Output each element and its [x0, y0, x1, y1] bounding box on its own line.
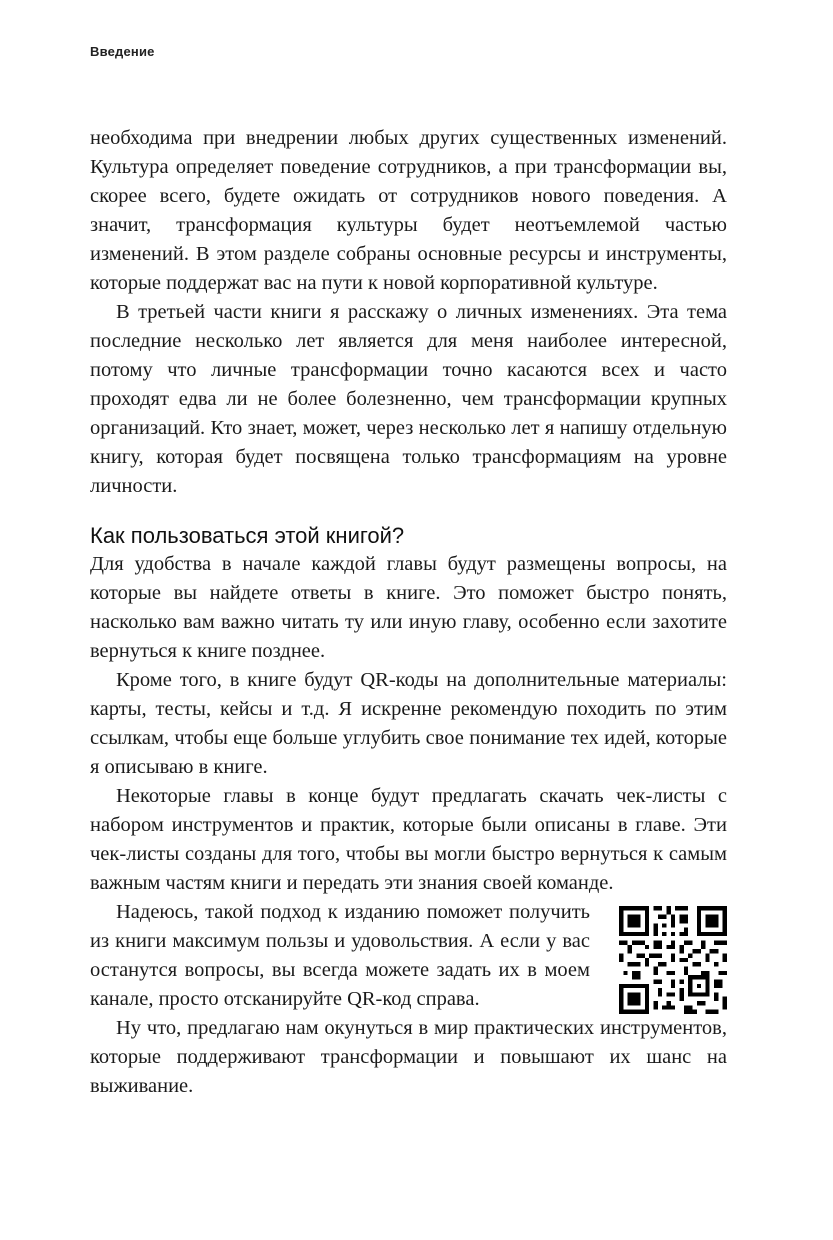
paragraph-checklists: Некоторые главы в конце будут предлагать скачать чек-листы с набором инструментов и практик, которые были описаны в главе. Эти чек-листы созданы для того, чтобы вы могли быстро вернуться к самым важным частям книги и передать эти знания своей команде.	[90, 785, 727, 894]
qr-code-icon[interactable]	[619, 906, 727, 1014]
paragraph-personal-changes: В третьей части книги я расскажу о личных изменениях. Эта тема последние несколько лет является для меня наиболее интересной, потому что личные трансформации точно касаются всех и часто проходят едва ли не более болезненно, чем трансформации крупных организаций. Кто знает, может, через несколько лет я напишу отдельную книгу, которая будет посвящена только трансформациям на уровне личности.	[90, 301, 727, 497]
qr-row	[90, 898, 727, 1014]
section-heading: Как пользоваться этой книгой?	[90, 523, 405, 548]
paragraph-culture: необходима при внедрении любых других существенных изменений. Культура определяет поведение сотрудников, а при трансформации вы, скорее всего, будете ожидать от сотрудников нового поведения. А значит, трансформация культуры будет неотъемлемой частью изменений. В этом разделе собраны основные ресурсы и инструменты, которые поддержат вас на пути к новой корпоративной культуре.	[90, 127, 727, 294]
paragraph-final: Ну что, предлагаю нам окунуться в мир практических инструментов, которые поддерживают трансформации и повышают их шанс на выживание.	[90, 1017, 727, 1097]
running-head: Введение	[90, 44, 155, 59]
paragraph-channel: Надеюсь, такой подход к изданию поможет получить из книги максимум пользы и удовольствия. А если у вас останутся вопросы, вы всегда можете задать их в моем канале, просто отсканируйте QR-код справа.	[90, 901, 590, 1010]
paragraph-questions: Для удобства в начале каждой главы будут размещены вопросы, на которые вы найдете ответы в книге. Это поможет быстро понять, насколько вам важно читать ту или иную главу, особенно если захотите вернуться к книге позднее.	[90, 553, 727, 662]
body-text	[90, 124, 727, 1101]
paragraph-qr-codes: Кроме того, в книге будут QR-коды на дополнительные материалы: карты, тесты, кейсы и т.д. Я искренне рекомендую походить по этим ссылкам, чтобы еще больше углубить свое понимание тех идей, которые я описываю в книге.	[90, 669, 727, 778]
